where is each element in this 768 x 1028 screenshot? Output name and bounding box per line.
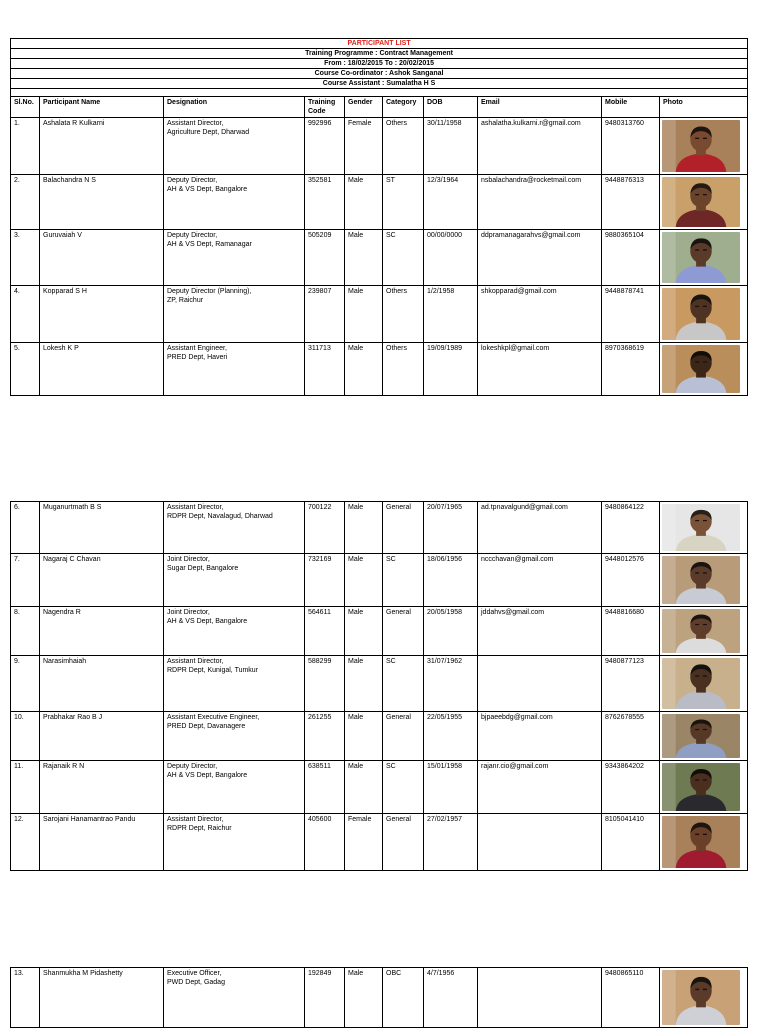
cell-designation: Assistant Director, RDPR Dept, Navalagud, Dharwad xyxy=(164,502,305,554)
cell-email: nsbalachandra@rocketmail.com xyxy=(478,175,602,230)
cell-email: ad.tpnavalgund@gmail.com xyxy=(478,502,602,554)
cell-designation: Deputy Director, AH & VS Dept, Ramanagar xyxy=(164,230,305,286)
cell-dob: 15/01/1958 xyxy=(424,761,478,814)
participant-photo xyxy=(662,288,740,340)
table-row xyxy=(11,230,748,286)
cell-photo xyxy=(660,761,748,814)
cell-code: 732169 xyxy=(305,554,345,607)
table-row xyxy=(11,286,748,343)
cell-gender: Male xyxy=(345,286,383,343)
cell-photo xyxy=(660,554,748,607)
table-row xyxy=(11,554,748,607)
table-row xyxy=(11,814,748,871)
dates-line: From : 18/02/2015 To : 20/02/2015 xyxy=(11,59,748,69)
cell-code: 192849 xyxy=(305,968,345,1028)
cell-mobile: 9448878741 xyxy=(602,286,660,343)
participant-photo xyxy=(662,556,740,604)
cell-photo xyxy=(660,286,748,343)
cell-gender: Male xyxy=(345,656,383,712)
participant-photo xyxy=(662,177,740,227)
cell-dob: 12/3/1964 xyxy=(424,175,478,230)
programme-line: Training Programme : Contract Management xyxy=(11,49,748,59)
cell-gender: Female xyxy=(345,814,383,871)
cell-dob: 20/07/1965 xyxy=(424,502,478,554)
cell-slno: 9. xyxy=(11,656,40,712)
cell-photo xyxy=(660,343,748,396)
participant-photo xyxy=(662,658,740,709)
cell-category: Others xyxy=(383,286,424,343)
cell-name: Rajanaik R N xyxy=(40,761,164,814)
cell-code: 352581 xyxy=(305,175,345,230)
cell-mobile: 9480877123 xyxy=(602,656,660,712)
col-header-category: Category xyxy=(383,97,424,118)
cell-category: Others xyxy=(383,118,424,175)
cell-code: 564611 xyxy=(305,607,345,656)
table-row xyxy=(11,175,748,230)
cell-dob: 19/09/1989 xyxy=(424,343,478,396)
cell-gender: Male xyxy=(345,502,383,554)
cell-name: Ashalata R Kulkarni xyxy=(40,118,164,175)
cell-slno: 5. xyxy=(11,343,40,396)
cell-mobile: 9448012576 xyxy=(602,554,660,607)
cell-category: SC xyxy=(383,554,424,607)
cell-email: shkopparad@gmail.com xyxy=(478,286,602,343)
cell-code: 700122 xyxy=(305,502,345,554)
participant-table-page-3 xyxy=(10,967,748,1028)
cell-mobile: 9343864202 xyxy=(602,761,660,814)
cell-mobile: 9480864122 xyxy=(602,502,660,554)
table-row xyxy=(11,607,748,656)
cell-category: SC xyxy=(383,656,424,712)
col-header-name: Participant Name xyxy=(40,97,164,118)
cell-mobile: 9448876313 xyxy=(602,175,660,230)
participant-photo xyxy=(662,970,740,1025)
cell-photo xyxy=(660,656,748,712)
cell-slno: 6. xyxy=(11,502,40,554)
table-row xyxy=(11,118,748,175)
col-header-email: Email xyxy=(478,97,602,118)
cell-name: Lokesh K P xyxy=(40,343,164,396)
cell-mobile: 9480313760 xyxy=(602,118,660,175)
cell-gender: Male xyxy=(345,607,383,656)
cell-photo xyxy=(660,502,748,554)
participant-photo xyxy=(662,609,740,653)
cell-email: ddpramanagarahvs@gmail.com xyxy=(478,230,602,286)
cell-designation: Joint Director, Sugar Dept, Bangalore xyxy=(164,554,305,607)
table-row xyxy=(11,712,748,761)
cell-category: SC xyxy=(383,230,424,286)
cell-code: 261255 xyxy=(305,712,345,761)
cell-name: Guruvaiah V xyxy=(40,230,164,286)
cell-code: 505209 xyxy=(305,230,345,286)
cell-dob: 22/05/1955 xyxy=(424,712,478,761)
cell-slno: 1. xyxy=(11,118,40,175)
cell-category: Others xyxy=(383,343,424,396)
cell-photo xyxy=(660,607,748,656)
cell-name: Shanmukha M Pidashetty xyxy=(40,968,164,1028)
col-header-photo: Photo xyxy=(660,97,748,118)
cell-gender: Male xyxy=(345,968,383,1028)
cell-dob: 31/07/1962 xyxy=(424,656,478,712)
cell-code: 239807 xyxy=(305,286,345,343)
participant-photo xyxy=(662,504,740,551)
cell-gender: Male xyxy=(345,175,383,230)
cell-photo xyxy=(660,118,748,175)
cell-name: Prabhakar Rao B J xyxy=(40,712,164,761)
col-header-gender: Gender xyxy=(345,97,383,118)
cell-dob: 27/02/1957 xyxy=(424,814,478,871)
cell-name: Balachandra N S xyxy=(40,175,164,230)
coordinator-line: Course Co-ordinator : Ashok Sanganal xyxy=(11,69,748,79)
cell-code: 311713 xyxy=(305,343,345,396)
cell-slno: 7. xyxy=(11,554,40,607)
cell-slno: 2. xyxy=(11,175,40,230)
assistant-line: Course Assistant : Sumalatha H S xyxy=(11,79,748,89)
cell-designation: Assistant Executive Engineer, PRED Dept, Davanagere xyxy=(164,712,305,761)
cell-name: Kopparad S H xyxy=(40,286,164,343)
cell-mobile: 9448816680 xyxy=(602,607,660,656)
cell-mobile: 9880365104 xyxy=(602,230,660,286)
cell-name: Muganurtmath B S xyxy=(40,502,164,554)
cell-designation: Assistant Engineer, PRED Dept, Haveri xyxy=(164,343,305,396)
col-header-designation: Designation xyxy=(164,97,305,118)
cell-dob: 4/7/1956 xyxy=(424,968,478,1028)
cell-photo xyxy=(660,968,748,1028)
participant-table-page-1 xyxy=(10,38,748,396)
cell-photo xyxy=(660,712,748,761)
cell-mobile: 8970368619 xyxy=(602,343,660,396)
cell-category: OBC xyxy=(383,968,424,1028)
cell-category: General xyxy=(383,814,424,871)
participant-photo xyxy=(662,816,740,868)
cell-category: SC xyxy=(383,761,424,814)
cell-designation: Deputy Director (Planning), ZP, Raichur xyxy=(164,286,305,343)
cell-email xyxy=(478,814,602,871)
cell-photo xyxy=(660,814,748,871)
cell-name: Nagendra R xyxy=(40,607,164,656)
cell-gender: Male xyxy=(345,230,383,286)
col-header-dob: DOB xyxy=(424,97,478,118)
cell-slno: 10. xyxy=(11,712,40,761)
table-row xyxy=(11,502,748,554)
table-row xyxy=(11,761,748,814)
cell-category: General xyxy=(383,502,424,554)
cell-gender: Male xyxy=(345,554,383,607)
cell-dob: 18/06/1956 xyxy=(424,554,478,607)
cell-gender: Male xyxy=(345,712,383,761)
participant-photo xyxy=(662,120,740,172)
cell-gender: Male xyxy=(345,761,383,814)
cell-gender: Male xyxy=(345,343,383,396)
participant-photo xyxy=(662,232,740,283)
cell-email: bjpaeebdg@gmail.com xyxy=(478,712,602,761)
cell-designation: Deputy Director, AH & VS Dept, Bangalore xyxy=(164,761,305,814)
cell-email xyxy=(478,656,602,712)
col-header-mobile: Mobile xyxy=(602,97,660,118)
cell-designation: Joint Director, AH & VS Dept, Bangalore xyxy=(164,607,305,656)
cell-mobile: 8105041410 xyxy=(602,814,660,871)
cell-slno: 13. xyxy=(11,968,40,1028)
cell-slno: 8. xyxy=(11,607,40,656)
cell-mobile: 9480865110 xyxy=(602,968,660,1028)
table-row xyxy=(11,968,748,1028)
cell-category: ST xyxy=(383,175,424,230)
cell-slno: 4. xyxy=(11,286,40,343)
cell-slno: 11. xyxy=(11,761,40,814)
table-row xyxy=(11,343,748,396)
cell-name: Nagaraj C Chavan xyxy=(40,554,164,607)
cell-photo xyxy=(660,175,748,230)
cell-photo xyxy=(660,230,748,286)
cell-email: jddahvs@gmail.com xyxy=(478,607,602,656)
cell-code: 588299 xyxy=(305,656,345,712)
cell-code: 405600 xyxy=(305,814,345,871)
cell-designation: Assistant Director, RDPR Dept, Raichur xyxy=(164,814,305,871)
cell-mobile: 8762678555 xyxy=(602,712,660,761)
participant-table-page-2 xyxy=(10,501,748,871)
col-header-slno: Sl.No. xyxy=(11,97,40,118)
cell-dob: 1/2/1958 xyxy=(424,286,478,343)
cell-email: lokeshkpl@gmail.com xyxy=(478,343,602,396)
cell-email xyxy=(478,968,602,1028)
cell-designation: Deputy Director, AH & VS Dept, Bangalore xyxy=(164,175,305,230)
cell-gender: Female xyxy=(345,118,383,175)
cell-dob: 30/11/1958 xyxy=(424,118,478,175)
cell-designation: Executive Officer, PWD Dept, Gadag xyxy=(164,968,305,1028)
cell-code: 992996 xyxy=(305,118,345,175)
participant-photo xyxy=(662,763,740,811)
cell-category: General xyxy=(383,607,424,656)
cell-name: Sarojani Hanamantrao Pandu xyxy=(40,814,164,871)
cell-dob: 00/00/0000 xyxy=(424,230,478,286)
participant-photo xyxy=(662,345,740,393)
cell-designation: Assistant Director, Agriculture Dept, Dharwad xyxy=(164,118,305,175)
cell-email: nccchavan@gmail.com xyxy=(478,554,602,607)
spacer-row xyxy=(11,89,748,97)
cell-designation: Assistant Director, RDPR Dept, Kunigal, Tumkur xyxy=(164,656,305,712)
cell-category: General xyxy=(383,712,424,761)
cell-dob: 20/05/1958 xyxy=(424,607,478,656)
participant-photo xyxy=(662,714,740,758)
cell-code: 638511 xyxy=(305,761,345,814)
page-title: PARTICIPANT LIST xyxy=(11,39,748,49)
cell-slno: 12. xyxy=(11,814,40,871)
col-header-code: Training Code xyxy=(305,97,345,118)
cell-email: ashalatha.kulkarni.r@gmail.com xyxy=(478,118,602,175)
cell-email: rajanr.cio@gmail.com xyxy=(478,761,602,814)
table-row xyxy=(11,656,748,712)
cell-slno: 3. xyxy=(11,230,40,286)
cell-name: Narasimhaiah xyxy=(40,656,164,712)
